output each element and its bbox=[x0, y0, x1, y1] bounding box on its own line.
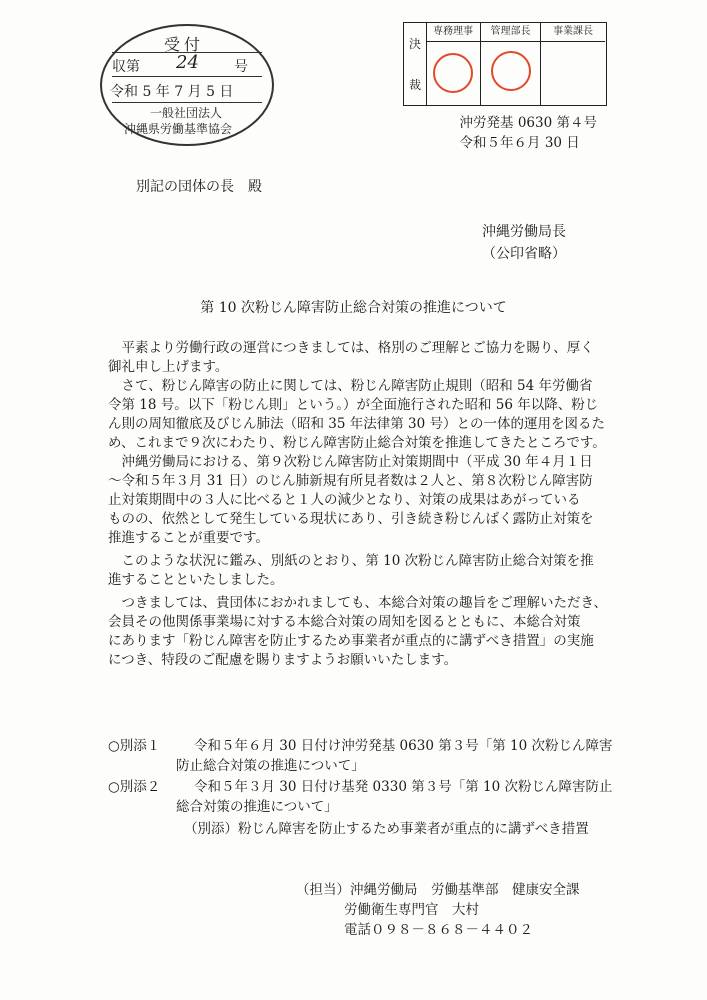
body-line: 御礼申し上げます。 bbox=[108, 359, 229, 375]
approval-side-char: 決 bbox=[408, 37, 421, 51]
stamp-org-line2: 沖縄県労働基準協会 bbox=[124, 122, 233, 136]
approval-header-director: 専務理事 bbox=[426, 23, 481, 42]
approval-cell-section-chief bbox=[541, 41, 605, 105]
document-title: 第 10 次粉じん障害防止総合対策の推進について bbox=[200, 300, 507, 316]
annex-note: （別添）粉じん障害を防止するため事業者が重点的に講ずべき措置 bbox=[184, 821, 589, 837]
body-line: につき、特段のご配慮を賜りますようお願いいたします。 bbox=[108, 652, 458, 668]
body-line: 沖縄労働局における、第９次粉じん障害防止対策期間中（平成 30 年４月１日 bbox=[108, 454, 593, 470]
attachment-label: ○別添１ bbox=[108, 738, 161, 754]
seal-icon bbox=[491, 51, 531, 91]
sender-note: （公印省略） bbox=[482, 246, 566, 262]
body-line: ものの、依然として発生している現状にあり、引き続き粉じんばく露防止対策を bbox=[108, 511, 594, 527]
seal-icon bbox=[433, 53, 473, 93]
body-line: ～令和５年３月 31 日）のじん肺新規有所見者数は２人と、第８次粉じん障害防 bbox=[108, 473, 593, 489]
document-date: 令和５年６月 30 日 bbox=[459, 135, 580, 151]
contact-department: 沖縄労働局 労働基準部 健康安全課 bbox=[350, 882, 580, 898]
reference-block bbox=[460, 113, 597, 153]
attachment-line: 総合対策の推進について」 bbox=[176, 799, 338, 815]
reception-stamp bbox=[100, 24, 274, 146]
approval-cell-director bbox=[426, 41, 481, 105]
attachment-line: 令和５年６月 30 日付け沖労発基 0630 第３号「第 10 次粉じん障害 bbox=[194, 738, 613, 754]
stamp-divider bbox=[112, 102, 262, 103]
approval-header-section-chief: 事業課長 bbox=[541, 23, 605, 42]
document-number: 沖労発基 0630 第４号 bbox=[459, 115, 597, 131]
stamp-date: 令和 5 年 7 月 5 日 bbox=[110, 84, 234, 100]
attachment-label: ○別添２ bbox=[108, 779, 161, 795]
stamp-title: 受付 bbox=[164, 35, 205, 54]
body-line: 進することといたしました。 bbox=[108, 572, 284, 588]
body-line: にあります「粉じん障害を防止するため事業者が重点的に講ずべき措置」の実施 bbox=[108, 633, 594, 649]
body-line: 令第 18 号。以下「粉じん則」という。）が全面施行された昭和 56 年以降、粉じ bbox=[108, 397, 599, 413]
stamp-number-unit: 号 bbox=[234, 59, 248, 75]
stamp-number-label: 収第 bbox=[112, 59, 140, 75]
body-line: 会員その他関係事業場に対する本総合対策の周知を図るとともに、本総合対策 bbox=[108, 614, 581, 630]
stamp-number: 24 bbox=[176, 52, 199, 73]
contact-phone: 電話０９８－８６８－４４０２ bbox=[344, 922, 533, 938]
body-line: 平素より労働行政の運営につきましては、格別のご理解とご協力を賜り、厚く bbox=[108, 340, 594, 356]
stamp-divider bbox=[112, 76, 262, 77]
approval-cell-manager bbox=[481, 41, 541, 105]
sender-name: 沖縄労働局長 bbox=[482, 224, 566, 240]
body-line: ん則の周知徹底及びじん肺法（昭和 35 年法律第 30 号）との一体的運用を図るた bbox=[108, 416, 606, 432]
contact-block bbox=[296, 880, 580, 940]
stamp-org-line1: 一般社団法人 bbox=[150, 106, 223, 120]
body-line: さて、粉じん障害の防止に関しては、粉じん障害防止規則（昭和 54 年労働省 bbox=[108, 378, 593, 394]
addressee: 別記の団体の長 殿 bbox=[136, 179, 262, 195]
body-line: 推進することが重要です。 bbox=[108, 530, 269, 546]
attachment-line: 防止総合対策の推進について」 bbox=[176, 758, 365, 774]
body-line: め、これまで９次にわたり、粉じん障害防止総合対策を推進してきたところです。 bbox=[108, 435, 606, 451]
attachment-line: 令和５年３月 30 日付け基発 0330 第３号「第 10 次粉じん障害防止 bbox=[194, 779, 613, 795]
contact-label: （担当） bbox=[296, 882, 350, 898]
contact-person: 労働衛生専門官 大村 bbox=[344, 902, 479, 918]
approval-side-label bbox=[404, 23, 427, 105]
approval-side-char: 裁 bbox=[408, 78, 421, 92]
body-line: このような状況に鑑み、別紙のとおり、第 10 次粉じん障害防止総合対策を推 bbox=[108, 553, 594, 569]
body-line: つきましては、貴団体におかれましても、本総合対策の趣旨をご理解いただき、 bbox=[108, 595, 607, 611]
approval-header-manager: 管理部長 bbox=[481, 23, 541, 42]
sender-block bbox=[482, 221, 566, 265]
body-line: 止対策期間中の３人に比べると１人の減少となり、対策の成果はあがっている bbox=[108, 492, 581, 508]
approval-box bbox=[403, 22, 607, 106]
